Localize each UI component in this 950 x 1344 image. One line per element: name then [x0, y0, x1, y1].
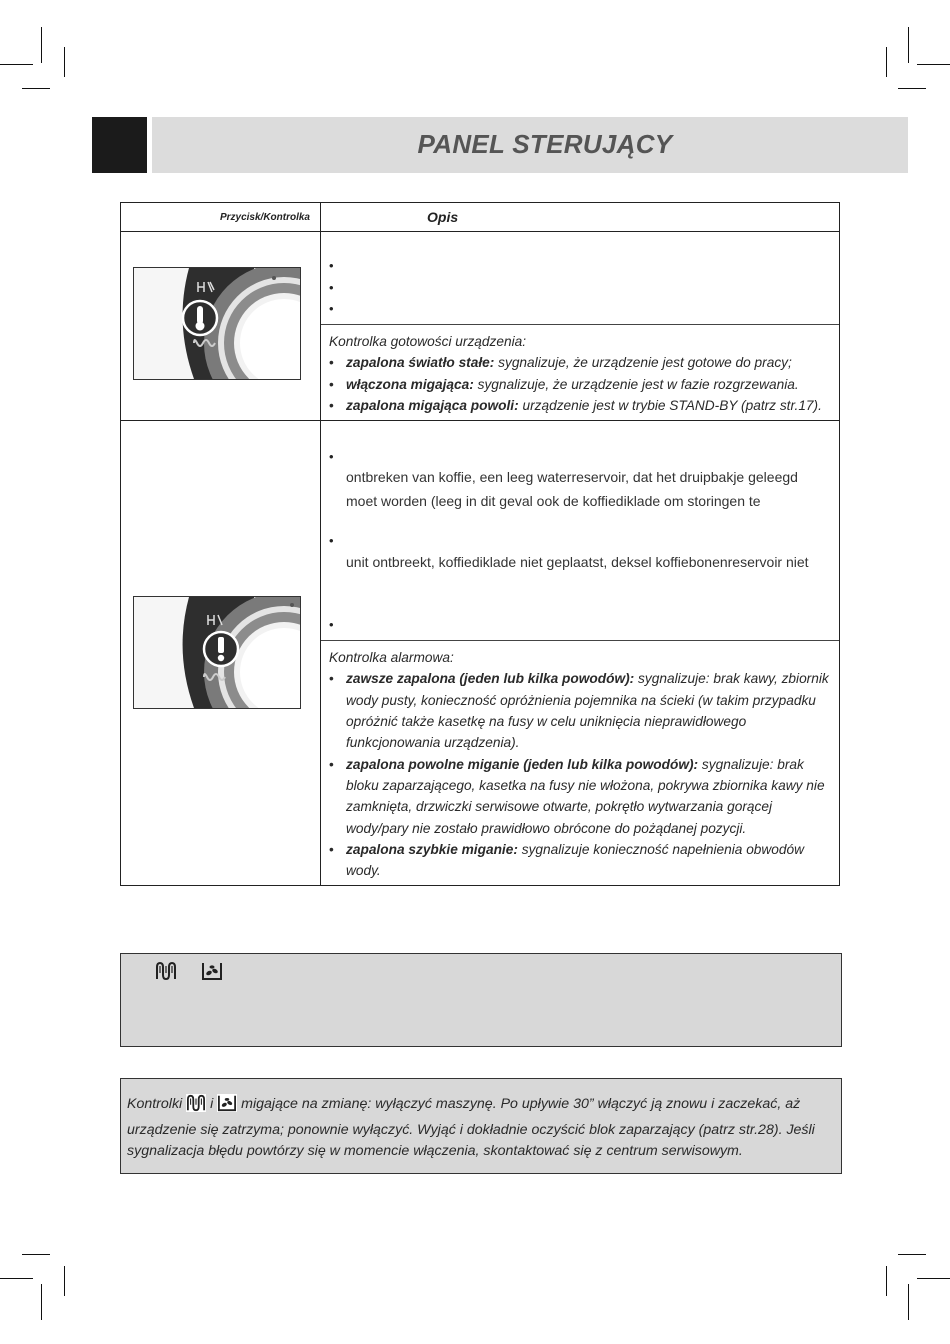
crop-mark — [0, 64, 33, 65]
crop-mark — [917, 64, 950, 65]
column-header-description: Opis — [321, 203, 840, 232]
list-item-bold: zapalona szybkie miganie: — [346, 841, 518, 857]
crop-mark — [898, 88, 926, 89]
list-item-bold: włączona migająca: — [346, 376, 474, 392]
bullet-mark: • — [329, 280, 334, 295]
list-item-bold: zapalona migająca powoli: — [346, 397, 519, 413]
alternating-lights-note — [120, 1078, 842, 1174]
bullet-mark: • — [329, 301, 334, 316]
row1-description-cell — [321, 232, 840, 421]
table-row — [121, 421, 840, 886]
note-text-part: migające na zmianę: wyłączyć maszynę. Po upływie 30” włączyć ją znowu i zaczekać, aż urządzenie się zatrzyma; ponownie wyłączyć. Wyjąć i dokładnie oczyścić blok zaparzający (patrz str.28). Jeśli sygnalizacja błędu powtórzy się w momencie włączenia, skontaktować się z centrum serwisowym. — [127, 1096, 815, 1159]
crop-mark — [22, 88, 50, 89]
list-item — [329, 395, 831, 416]
section-marker — [92, 117, 147, 173]
list-item — [329, 374, 831, 395]
coffee-beans-icon — [201, 961, 223, 986]
row2-image-cell — [121, 421, 321, 886]
steam-icon — [155, 961, 177, 986]
bullet-mark: • — [329, 449, 334, 465]
list-item-bold: zawsze zapalona (jeden lub kilka powodów): — [346, 671, 635, 687]
crop-mark — [41, 1284, 42, 1320]
row2-description-cell — [321, 421, 840, 886]
residual-text-line: ontbreken van koffie, een leeg waterreservoir, dat het druipbakje geleegd — [346, 469, 798, 486]
list-item-text: sygnalizuje: brak kawy, zbiornik wody pusty, konieczność opróżnienia pojemnika na ścieki (w takim przypadku opróżnić także kasetkę na fusy w celu uniknięcia nieprawidłowego funkcjonowania urządzenia). — [346, 671, 829, 751]
row1-upper — [321, 232, 839, 325]
residual-text-line: moet worden (leeg in dit geval ook de koffiediklade om storingen te — [346, 493, 761, 510]
crop-mark — [917, 1278, 950, 1279]
crop-mark — [22, 1254, 50, 1255]
icons-box — [120, 953, 842, 1047]
alarm-indicator-photo — [133, 596, 301, 709]
steam-icon — [186, 1094, 206, 1120]
list-item-text: sygnalizuje, że urządzenie jest w fazie rozgrzewania. — [473, 376, 799, 392]
row2-lower — [321, 641, 839, 885]
list-item-text: sygnalizuje konieczność napełnienia obwodów wody. — [346, 841, 805, 879]
list-item — [329, 668, 831, 753]
crop-mark — [64, 1266, 65, 1296]
list-item-bold: zapalona powolne miganie (jeden lub kilka powodów): — [346, 756, 699, 772]
list-item — [329, 839, 831, 882]
crop-mark — [886, 1266, 887, 1296]
crop-mark — [0, 1278, 33, 1279]
list-item-text: sygnalizuje, że urządzenie jest gotowe do pracy; — [494, 355, 792, 371]
list-item-text: sygnalizuje: brak bloku zaparzającego, kasetka na fusy nie włożona, pokrywa zbiornika kawy nie zamknięta, drzwiczki serwisowe otwarte, pokrętło wytwarzania gorącej wody/pary nie zostało prawidłowo obrócone do pożądanej pozycji. — [346, 756, 825, 836]
list-item-text: urządzenie jest w trybie STAND-BY (patrz str.17). — [518, 397, 822, 413]
column-header-button: Przycisk/Kontrolka — [121, 203, 321, 232]
row1-lower — [321, 325, 839, 420]
ready-indicator-photo — [133, 267, 301, 380]
crop-mark — [41, 27, 42, 63]
list-item — [329, 754, 831, 839]
alarm-indicator-heading: Kontrolka alarmowa: — [329, 650, 454, 666]
page-title: PANEL STERUJĄCY — [417, 129, 673, 159]
crop-mark — [908, 1284, 909, 1320]
list-item-bold: zapalona światło stałe: — [346, 355, 495, 371]
title-bar — [152, 117, 908, 173]
crop-mark — [898, 1254, 926, 1255]
table-header-row — [121, 203, 840, 232]
note-text-part: i — [210, 1096, 214, 1112]
bullet-mark: • — [329, 617, 334, 633]
ready-indicator-heading: Kontrolka gotowości urządzenia: — [329, 334, 527, 349]
row1-image-cell — [121, 232, 321, 421]
row2-upper — [321, 421, 839, 641]
crop-mark — [64, 47, 65, 77]
bullet-mark: • — [329, 258, 334, 273]
residual-text-line: unit ontbreekt, koffiediklade niet geplaatst, deksel koffiebonenreservoir niet — [346, 554, 809, 571]
table-row — [121, 232, 840, 421]
coffee-beans-icon — [217, 1094, 237, 1120]
note-text — [127, 1094, 833, 1163]
note-text-part: Kontrolki — [127, 1096, 183, 1112]
control-panel-table — [120, 202, 840, 886]
bullet-mark: • — [329, 533, 334, 549]
list-item — [329, 352, 831, 373]
crop-mark — [886, 47, 887, 77]
crop-mark — [908, 27, 909, 63]
